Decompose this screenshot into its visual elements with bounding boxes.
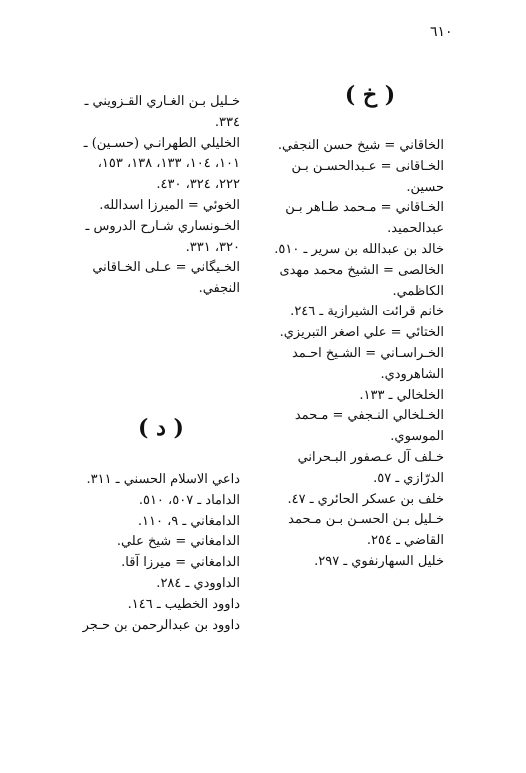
index-line: الدرّازي ـ ٥٧. bbox=[373, 470, 444, 486]
index-line: الموسوي. bbox=[390, 429, 444, 445]
section-heading-kha: ( خ ) bbox=[344, 82, 396, 108]
index-line: خـليل بـن الغـاري القـزويني ـ bbox=[84, 94, 240, 109]
index-line: داوود الخطيب ـ ١٤٦. bbox=[127, 596, 240, 612]
index-line: داعي الاسلام الحسني ـ ٣١١. bbox=[86, 472, 240, 487]
section-heading-dal: ( د ) bbox=[138, 415, 184, 441]
index-line: عبدالحميد. bbox=[387, 221, 444, 237]
index-line: الخـلخالي النـجفي = مـحمد bbox=[294, 408, 444, 424]
index-line: ٣٣٤. bbox=[214, 114, 240, 130]
index-line: الخاقاني = شيخ حسن النجفي. bbox=[277, 138, 444, 153]
index-line: الداماد ـ ٥٠٧، ٥١٠. bbox=[138, 492, 240, 508]
index-column-left-bottom bbox=[62, 470, 240, 636]
page-number: ٦١٠ bbox=[430, 24, 453, 40]
index-line: ١٠١، ١٠٤، ١٣٣، ١٣٨، ١٥٣، bbox=[97, 156, 240, 172]
index-line: الختائي = علي اصغر التبريزي. bbox=[279, 325, 444, 341]
index-line: الشاهرودي. bbox=[380, 366, 444, 382]
index-line: ٢٢٢، ٣٢٤، ٤٣٠. bbox=[156, 177, 240, 193]
index-line: الدامغاني ـ ٩، ١١٠. bbox=[137, 513, 240, 529]
index-line: خـليل بـن الحسـن بـن مـحمد bbox=[288, 512, 444, 528]
index-column-left-top bbox=[62, 92, 240, 300]
index-line: الخـونساري شـارح الدروس ـ bbox=[85, 218, 240, 234]
index-line: الداوودي ـ ٢٨٤. bbox=[156, 575, 240, 591]
index-line: الكاظمي. bbox=[392, 283, 444, 299]
index-line: الخـاقانى = عـبدالحسـن بـن bbox=[291, 158, 444, 174]
index-line: الخلخالي ـ ١٣٣. bbox=[359, 387, 444, 403]
index-line: حسين. bbox=[406, 179, 444, 195]
index-line: الخالصى = الشيخ محمد مهدى bbox=[279, 262, 444, 278]
index-line: خلف بن عسكر الحائري ـ ٤٧. bbox=[287, 491, 444, 507]
index-line: خانم قرائت الشيرازية ـ ٢٤٦. bbox=[290, 304, 444, 320]
index-column-right bbox=[272, 136, 444, 573]
index-line: ٣٢٠، ٣٣١. bbox=[185, 239, 240, 255]
index-line: النجفي. bbox=[198, 281, 240, 297]
index-line: الدامغاني = شيخ علي. bbox=[116, 534, 240, 550]
index-line: الخـيگاني = عـلى الخـاقاني bbox=[92, 260, 240, 276]
index-line: خـلف آل عـصفور البـحراني bbox=[297, 449, 444, 465]
index-line: الدامغاني = ميرزا آقا. bbox=[121, 555, 240, 571]
index-line: خليل السهارنفوي ـ ٢٩٧. bbox=[314, 553, 444, 569]
index-line: الخـراسـاني = الشـيخ احـمد bbox=[291, 345, 444, 361]
index-line: القاضي ـ ٢٥٤. bbox=[366, 533, 444, 549]
index-line: خالد بن عبدالله بن سرير ـ ٥١٠. bbox=[274, 241, 444, 257]
index-line: الخـاقاني = مـحمد طـاهر بـن bbox=[285, 200, 444, 216]
index-line: الخليلي الطهرانـي (حسـين) ـ bbox=[83, 135, 240, 151]
index-line: الخوئي = الميرزا اسدالله. bbox=[99, 197, 240, 213]
index-line: داوود بن عبدالرحمن بن حـجر bbox=[82, 617, 240, 633]
